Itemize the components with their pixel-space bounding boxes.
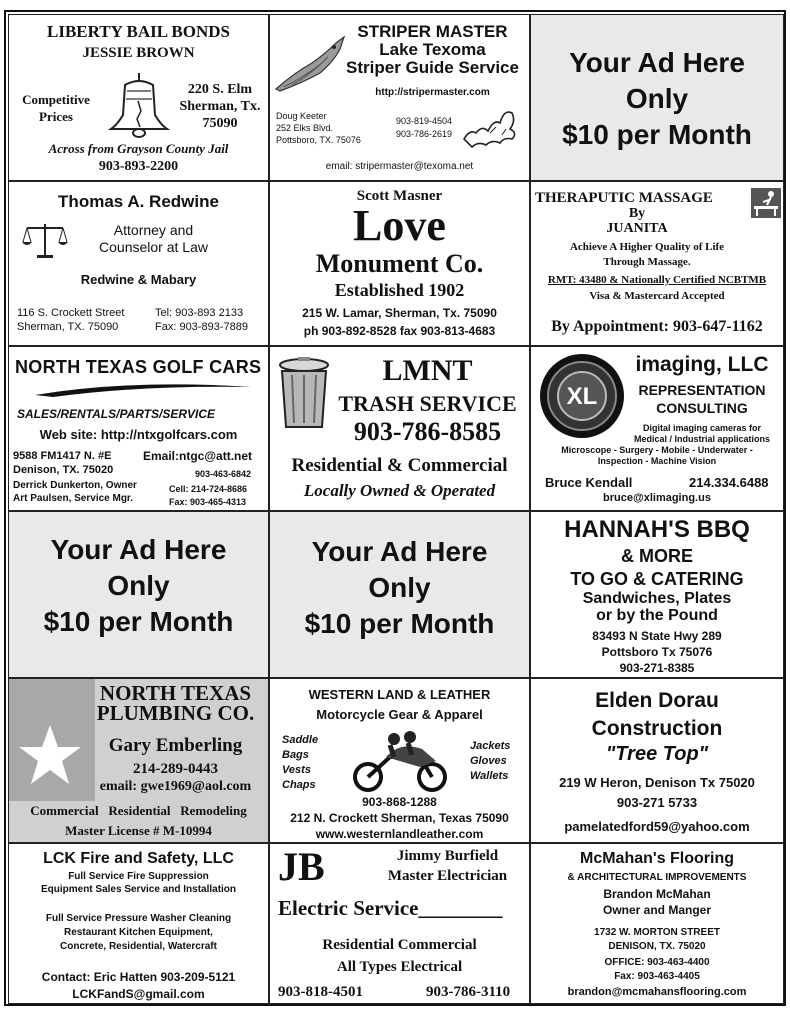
- plumbing-license: Master License # M-10994: [65, 823, 212, 838]
- massage-by-name: By JUANITA: [606, 206, 668, 236]
- lck-contact: Contact: Eric Hatten 903-209-5121: [41, 970, 236, 984]
- massage-appointment: By Appointment: 903-647-1162: [551, 318, 763, 335]
- golf-services: SALES/RENTALS/PARTS/SERVICE: [17, 407, 216, 421]
- mcmahan-address: 1732 W. MORTON STREET DENISON, TX. 75020: [594, 927, 720, 952]
- striper-url: http://stripermaster.com: [375, 87, 490, 98]
- xl-logo-text: XL: [566, 383, 598, 410]
- jb-phone-1: 903-818-4501: [278, 984, 363, 1000]
- trash-can-icon: [276, 357, 332, 431]
- redwine-name: Thomas A. Redwine: [58, 192, 219, 211]
- ad-here-line2: Only: [625, 83, 689, 114]
- jb-role: Master Electrician: [387, 868, 508, 884]
- massage-rmt: RMT: 43480 & Nationally Certified NCBTMB: [547, 274, 767, 286]
- ad-page: [4, 10, 786, 1006]
- western-title: WESTERN LAND & LEATHER: [308, 687, 491, 702]
- golf-phone: 903-463-6842: [195, 469, 252, 479]
- ad-here-line1: Your Ad Here: [50, 534, 227, 565]
- ad-redwine-law: [8, 181, 269, 346]
- ad-love-monument: [269, 181, 530, 346]
- love-phone: ph 903-892-8528 fax 903-813-4683: [303, 324, 496, 338]
- hannah-title: HANNAH'S BBQ: [564, 516, 750, 543]
- mcmahan-subtitle: & ARCHITECTURAL IMPROVEMENTS: [567, 872, 747, 883]
- ad-xl-imaging: [530, 346, 784, 511]
- elden-address: 219 W Heron, Denison Tx 75020: [559, 775, 755, 790]
- massage-tagline: Achieve A Higher Quality of Life Through Massage.: [569, 241, 725, 268]
- ad-here-line3: $10 per Month: [562, 119, 752, 150]
- fish-icon: [274, 33, 346, 93]
- plumbing-services: Commercial Residential Remodeling: [30, 803, 247, 818]
- hannah-menu: Sandwiches, Plates or by the Pound: [582, 590, 732, 624]
- love-big-title: Love: [353, 201, 446, 250]
- redwine-firm: Redwine & Mabary: [80, 272, 197, 287]
- lmnt-title: LMNT: [382, 354, 473, 387]
- swoosh-graphic: [33, 381, 253, 399]
- ad-here-line1: Your Ad Here: [311, 536, 488, 567]
- scales-of-justice-icon: [21, 220, 69, 260]
- liberty-phone: 903-893-2200: [98, 159, 179, 174]
- love-company: Monument Co.: [315, 249, 484, 278]
- golf-cell-fax: Cell: 214-724-8686 Fax: 903-465-4313: [169, 484, 248, 507]
- ad-north-texas-plumbing: [8, 678, 269, 843]
- ad-here-line2: Only: [107, 570, 170, 601]
- jb-name: Jimmy Burfield: [396, 848, 499, 864]
- jb-company: Electric Service________: [278, 896, 503, 920]
- western-phone: 903-868-1288: [362, 795, 437, 809]
- ad-here-line3: $10 per Month: [43, 606, 234, 637]
- jb-logo: JB: [278, 844, 325, 889]
- ad-here-line2: Only: [368, 572, 431, 603]
- ad-here-line1: Your Ad Here: [569, 47, 745, 78]
- redwine-address: 116 S. Crockett Street Sherman, TX. 75090: [17, 307, 125, 333]
- love-person: Scott Masner: [356, 188, 443, 204]
- redwine-role: Attorney and Counselor at Law: [99, 222, 208, 255]
- golf-website: Web site: http://ntxgolfcars.com: [39, 427, 238, 442]
- ad-here-line3: $10 per Month: [304, 608, 495, 639]
- xl-phone: 214.334.6488: [689, 475, 769, 490]
- plumbing-email: email: gwe1969@aol.com: [99, 779, 252, 794]
- ad-lck-fire-safety: [8, 843, 269, 1004]
- plumbing-phone: 214-289-0443: [133, 761, 218, 777]
- ad-liberty-bail-bonds: [8, 14, 269, 181]
- lake-map-icon: [460, 99, 524, 153]
- ad-theraputic-massage: [530, 181, 784, 346]
- elden-tagline: "Tree Top": [605, 743, 709, 765]
- striper-email: email: stripermaster@texoma.net: [325, 161, 474, 172]
- motorcycle-icon: [350, 727, 450, 793]
- massage-cards: Visa & Mastercard Accepted: [589, 290, 725, 302]
- ad-lmnt-trash: [269, 346, 530, 511]
- liberty-tagline: Across from Grayson County Jail: [48, 141, 229, 156]
- ad-western-land-leather: [269, 678, 530, 843]
- plumbing-title: NORTH TEXAS PLUMBING CO.: [96, 681, 255, 725]
- ad-north-texas-golf-cars: [8, 346, 269, 511]
- western-subtitle: Motorcycle Gear & Apparel: [316, 707, 483, 722]
- golf-email: Email:ntgc@att.net: [143, 449, 253, 463]
- hannah-address: 83493 N State Hwy 289 Pottsboro Tx 75076 903-271-8385: [592, 629, 722, 675]
- golf-title: NORTH TEXAS GOLF CARS: [15, 357, 262, 377]
- lmnt-line2: Locally Owned & Operated: [303, 481, 496, 500]
- liberty-name: JESSIE BROWN: [82, 45, 195, 61]
- xl-email: bruce@xlimaging.us: [603, 492, 711, 504]
- mcmahan-email: brandon@mcmahansflooring.com: [567, 986, 747, 998]
- elden-email: pamelatedford59@yahoo.com: [564, 819, 750, 834]
- lmnt-phone: 903-786-8585: [353, 417, 502, 446]
- liberty-bell-icon: [105, 71, 173, 141]
- hannah-more: & MORE: [621, 546, 693, 566]
- striper-phones: 903-819-4504 903-786-2619: [396, 116, 453, 139]
- liberty-prices: Competitive Prices: [22, 92, 90, 124]
- xl-subtitle: REPRESENTATION CONSULTING: [638, 382, 766, 416]
- mcmahan-title: McMahan's Flooring: [579, 850, 735, 867]
- xl-contact: Bruce Kendall: [545, 475, 633, 490]
- elden-name: Elden Dorau Construction: [591, 689, 723, 740]
- redwine-phones: Tel: 903-893 2133 Fax: 903-893-7889: [155, 307, 248, 333]
- mcmahan-owner: Brandon McMahan Owner and Manger: [602, 887, 712, 917]
- lck-email: LCKFandS@gmail.com: [72, 987, 205, 1001]
- lck-services-2: Full Service Pressure Washer Cleaning Restaurant Kitchen Equipment, Concrete, Residential, Watercraft: [45, 913, 232, 952]
- elden-phone: 903-271 5733: [616, 795, 698, 810]
- ad-your-ad-here-3: [269, 511, 530, 678]
- golf-address: 9588 FM1417 N. #E Denison, TX. 75020: [13, 450, 114, 476]
- lck-title: LCK Fire and Safety, LLC: [43, 850, 234, 867]
- jb-services: Residential Commercial All Types Electrical: [322, 937, 477, 975]
- lmnt-line1: Residential & Commercial: [291, 455, 508, 476]
- star-icon: [17, 723, 83, 787]
- liberty-title: LIBERTY BAIL BONDS: [47, 22, 230, 41]
- love-address: 215 W. Lamar, Sherman, Tx. 75090: [302, 306, 497, 320]
- jb-phone-2: 903-786-3110: [426, 984, 511, 1000]
- ad-elden-dorau-construction: [530, 678, 784, 843]
- western-website: www.westernlandleather.com: [315, 827, 484, 841]
- plumbing-name: Gary Emberling: [108, 735, 243, 756]
- lck-services-1: Full Service Fire Suppression Equipment Sales Service and Installation: [40, 871, 237, 895]
- western-left-items: Saddle Bags Vests Chaps: [282, 734, 319, 791]
- massage-title: THERAPUTIC MASSAGE: [535, 190, 713, 206]
- mcmahan-phones: OFFICE: 903-463-4400 Fax: 903-463-4405: [604, 957, 710, 982]
- hannah-togo: TO GO & CATERING: [570, 569, 744, 589]
- liberty-address: 220 S. Elm Sherman, Tx. 75090: [179, 82, 261, 131]
- golf-staff: Derrick Dunkerton, Owner Art Paulsen, Service Mgr.: [13, 480, 137, 504]
- ad-hannahs-bbq: [530, 511, 784, 678]
- ad-your-ad-here-1: [530, 14, 784, 181]
- ad-your-ad-here-2: [8, 511, 269, 678]
- massage-table-icon: [751, 188, 781, 218]
- lmnt-subtitle: TRASH SERVICE: [338, 391, 517, 416]
- love-established: Established 1902: [334, 280, 465, 300]
- ad-striper-master: [269, 14, 530, 181]
- striper-contact: Doug Keeter 252 Elks Blvd. Pottsboro, TX. 75076: [276, 111, 361, 145]
- ad-jb-electric: [269, 843, 530, 1004]
- ad-mcmahans-flooring: [530, 843, 784, 1004]
- striper-title: STRIPER MASTER Lake Texoma Striper Guide Service: [346, 22, 519, 77]
- western-address: 212 N. Crockett Sherman, Texas 75090: [290, 811, 509, 825]
- western-right-items: Jackets Gloves Wallets: [470, 740, 511, 782]
- xl-title: imaging, LLC: [635, 353, 769, 376]
- xl-description: Digital imaging cameras for Medical / Industrial applications Microscope - Surgery - Mobile - Underwater - Inspection - Machine Vision: [561, 423, 771, 466]
